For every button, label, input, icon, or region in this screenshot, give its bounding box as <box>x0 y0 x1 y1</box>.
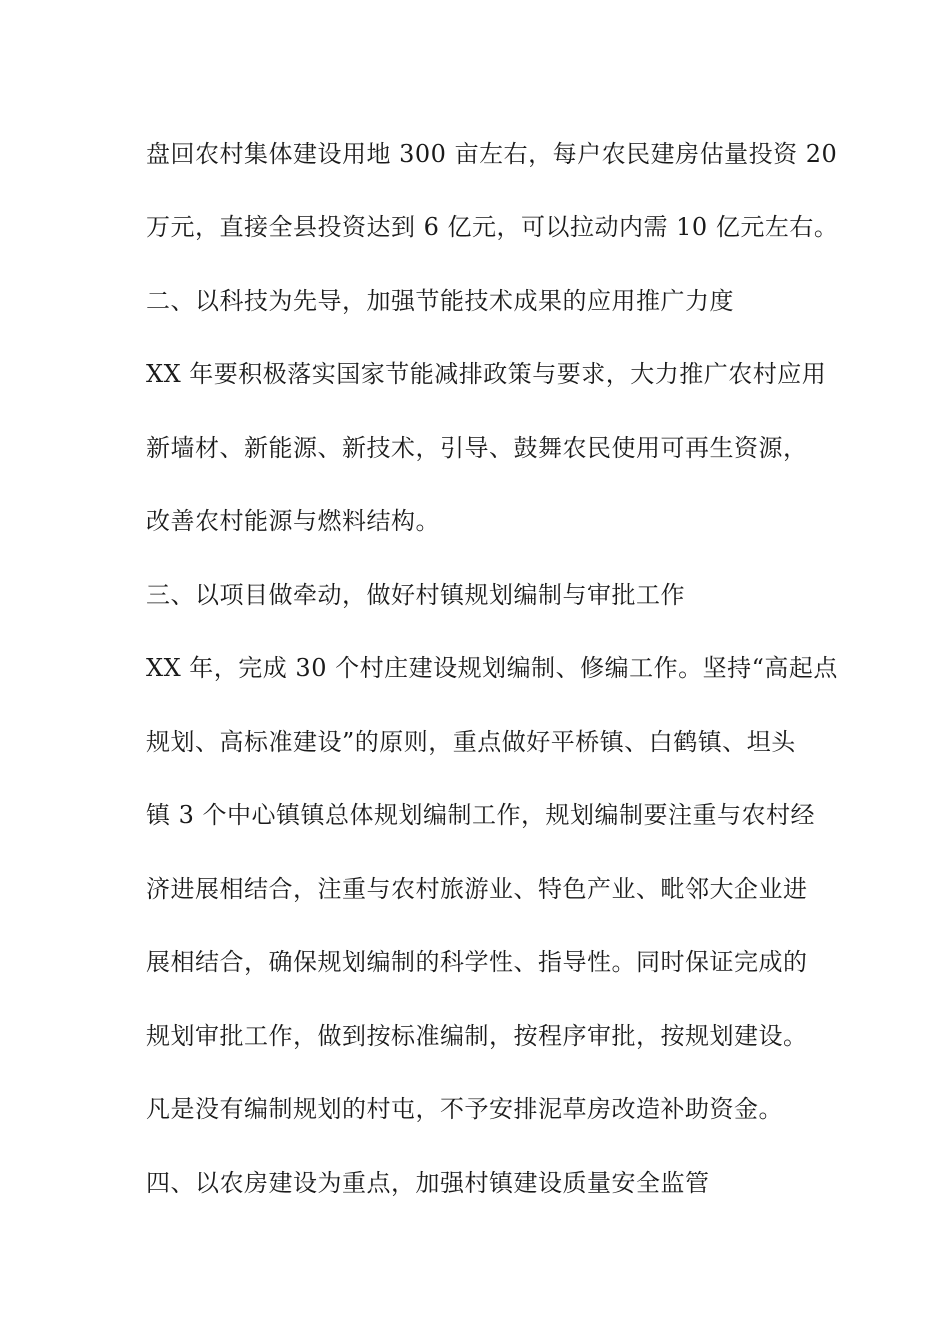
section-heading: 四、以农房建设为重点，加强村镇建设质量安全监管 <box>146 1169 710 1197</box>
body-text-line: XX 年要积极落实国家节能减排政策与要求，大力推广农村应用 <box>146 360 827 388</box>
body-text-line: 规划审批工作，做到按标准编制，按程序审批，按规划建设。 <box>146 1022 808 1050</box>
body-text-line: 展相结合，确保规划编制的科学性、指导性。同时保证完成的 <box>146 948 808 976</box>
body-text-line: 规划、高标准建设”的原则，重点做好平桥镇、白鹤镇、坦头 <box>146 728 796 756</box>
section-heading: 三、以项目做牵动，做好村镇规划编制与审批工作 <box>146 581 685 609</box>
body-text-line: 改善农村能源与燃料结构。 <box>146 507 440 535</box>
body-text-line: 万元，直接全县投资达到 6 亿元，可以拉动内需 10 亿元左右。 <box>146 213 839 241</box>
body-text-line: 盘回农村集体建设用地 300 亩左右，每户农民建房估量投资 20 <box>146 140 838 168</box>
body-text-line: XX 年，完成 30 个村庄建设规划编制、修编工作。坚持“高起点 <box>146 654 838 682</box>
body-text-line: 镇 3 个中心镇镇总体规划编制工作，规划编制要注重与农村经 <box>146 801 816 829</box>
body-text-line: 济进展相结合，注重与农村旅游业、特色产业、毗邻大企业进 <box>146 875 808 903</box>
body-text-line: 新墙材、新能源、新技术，引导、鼓舞农民使用可再生资源， <box>146 434 808 462</box>
section-heading: 二、以科技为先导，加强节能技术成果的应用推广力度 <box>146 287 734 315</box>
body-text-line: 凡是没有编制规划的村屯，不予安排泥草房改造补助资金。 <box>146 1095 783 1123</box>
